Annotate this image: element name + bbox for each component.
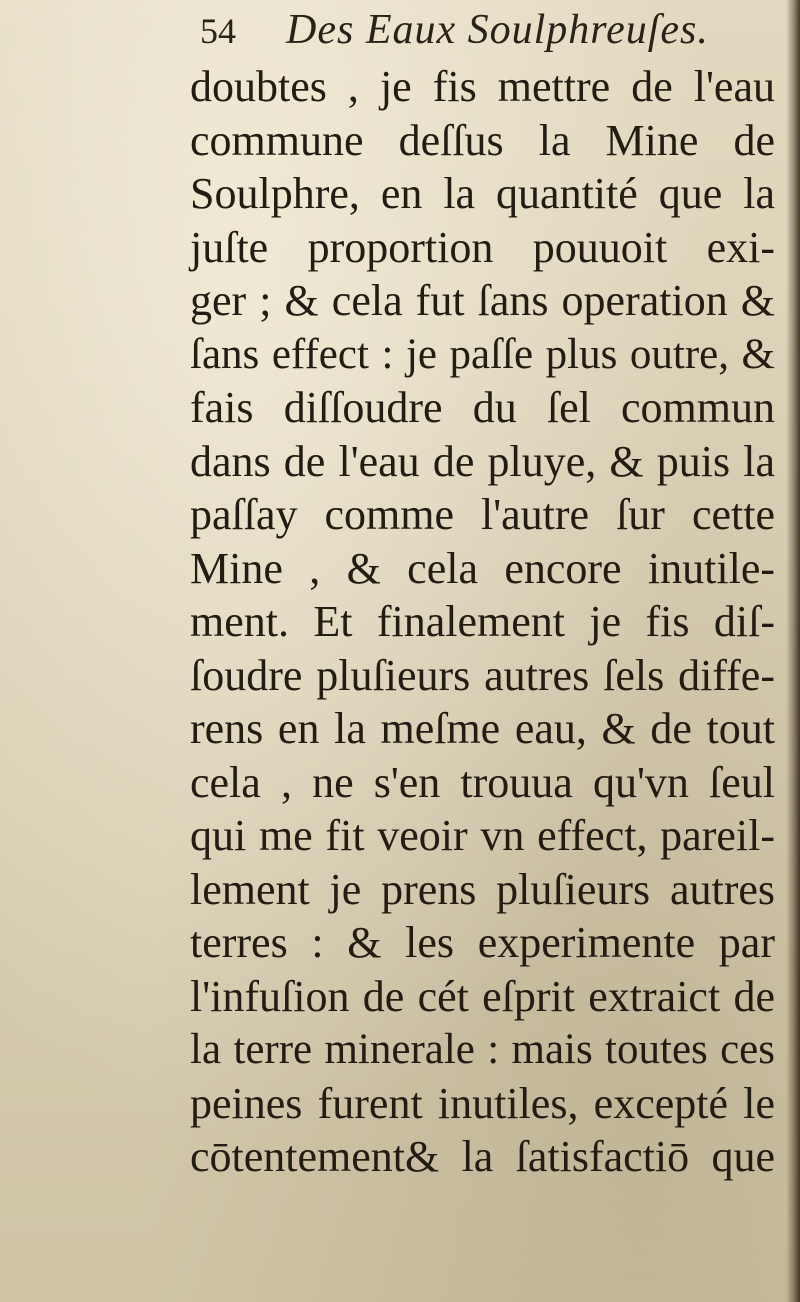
text-line: terres : & les experimente par (190, 918, 775, 967)
text-line: dans de l'eau de pluye, & puis la (190, 436, 775, 486)
text-line: ſoudre pluſieurs autres ſels diffe- (190, 650, 775, 700)
body-text (190, 60, 775, 1184)
text-line: peines furent inutiles, excepté le (190, 1078, 775, 1128)
text-line: commune deſſus la Mine de (190, 115, 775, 165)
text-line: ment. Et finalement je fis diſ- (190, 597, 775, 646)
text-line: lement je prens pluſieurs autres (190, 864, 775, 914)
text-line: Mine , & cela encore inutile- (190, 543, 775, 593)
text-line: cela , ne s'en trouua qu'vn ſeul (190, 757, 775, 807)
text-line: cōtentement& la ſatisfactiō que (190, 1132, 775, 1181)
text-line: Soulphre, en la quantité que la (190, 169, 775, 218)
text-line: rens en la meſme eau, & de tout (190, 704, 775, 753)
page-edge-shadow (786, 0, 800, 1302)
text-line: paſſay comme l'autre ſur cette (190, 490, 775, 539)
text-line: juſte proportion pouuoit exi- (190, 222, 775, 272)
text-line: qui me fit veoir vn effect, pareil- (190, 811, 775, 860)
text-line: ſans effect : je paſſe plus outre, & (190, 330, 775, 378)
text-line: l'infuſion de cét eſprit extraict de (190, 971, 775, 1021)
text-line: ger ; & cela fut ſans operation & (190, 276, 775, 325)
text-line: fais diſſoudre du ſel commun (190, 383, 775, 432)
text-line: doubtes , je fis mettre de l'eau (190, 62, 775, 111)
text-line: la terre minerale : mais toutes ces (190, 1026, 775, 1073)
running-head (200, 6, 780, 56)
running-title: Des Eaux Soulphreuſes. (286, 7, 709, 53)
page-number: 54 (200, 11, 236, 51)
